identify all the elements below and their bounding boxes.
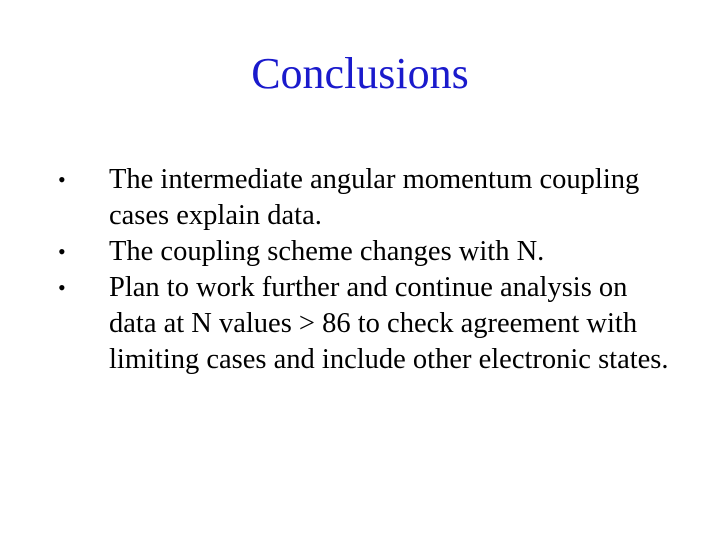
bullet-list [0,162,720,378]
slide-title: Conclusions [251,49,469,98]
bullet-item [0,270,669,378]
bullet-text: The intermediate angular momentum coupling cases explain data. [109,164,640,231]
bullet-icon: • [58,239,66,264]
bullet-text: The coupling scheme changes with N. [109,236,545,267]
bullet-item [0,234,669,270]
bullet-text: Plan to work further and continue analysis on data at N values > 86 to check agreement with limiting cases and include other electronic states. [109,272,669,375]
bullet-icon: • [58,275,66,300]
bullet-item [0,162,669,234]
bullet-icon: • [58,167,66,192]
